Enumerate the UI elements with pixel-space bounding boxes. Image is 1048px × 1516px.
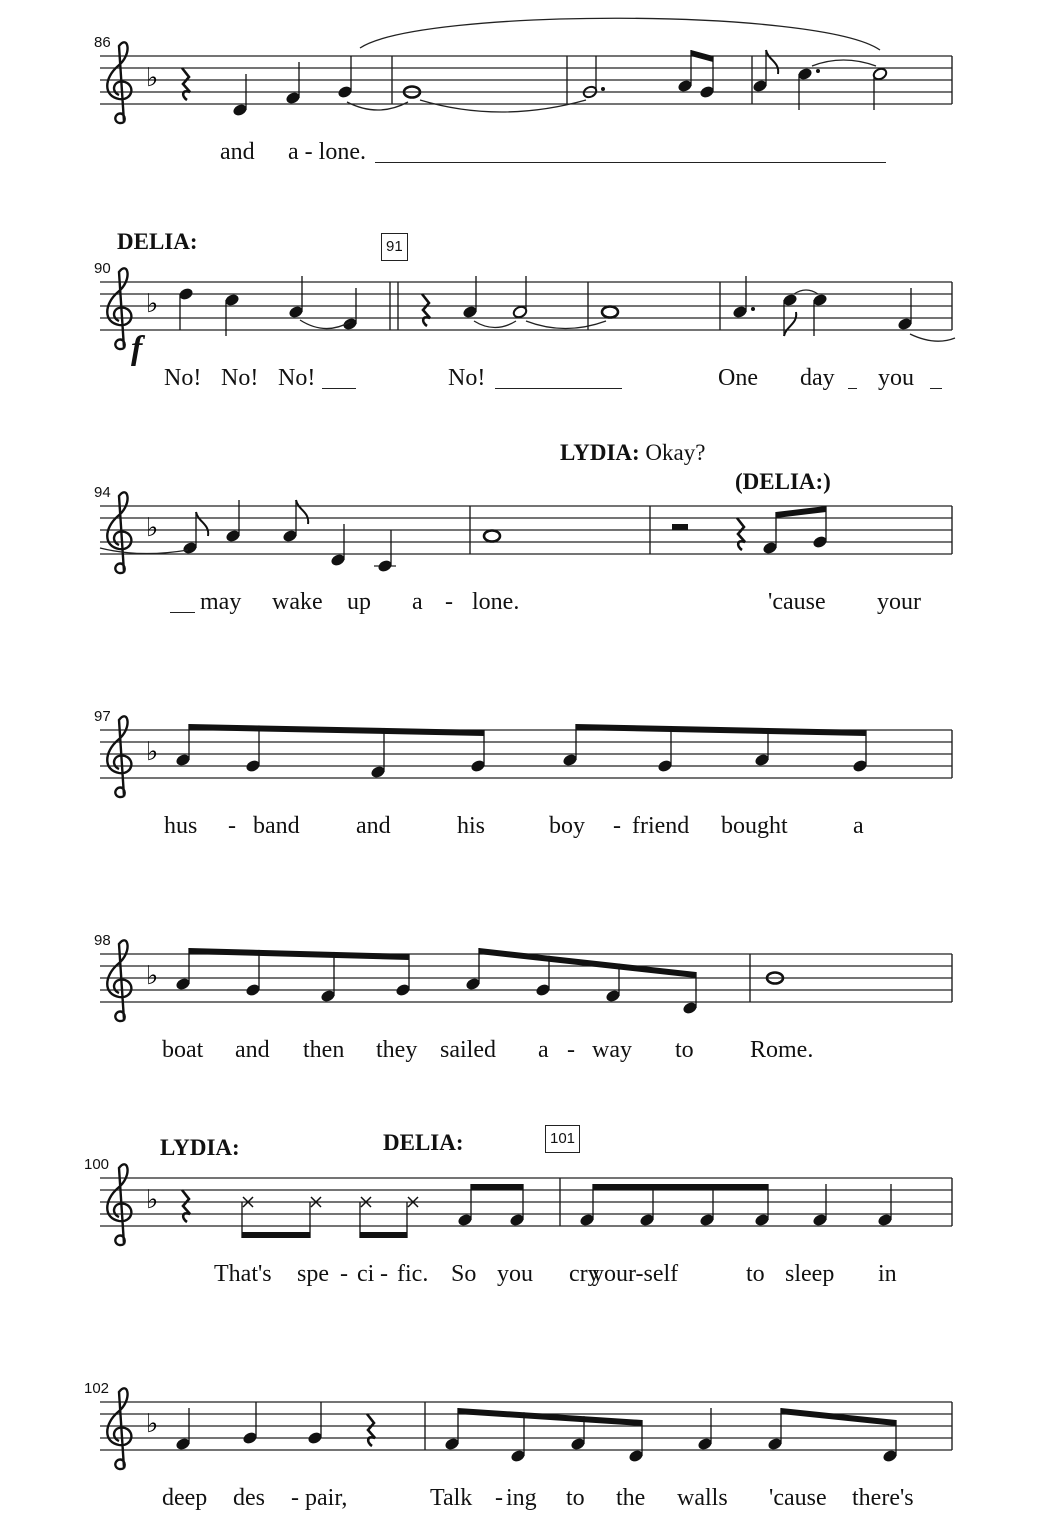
lyric-syllable: wake [272,589,323,615]
lyric-syllable: boat [162,1037,204,1063]
measure-number: 100 [84,1156,110,1173]
lyric-syllable: That's [214,1261,272,1287]
flat-key-signature-icon: ♭ [146,1409,159,1439]
lyric-syllable: may [200,589,242,615]
rehearsal-mark: 101 [545,1125,580,1153]
measure-number: 94 [94,484,111,501]
treble-clef-icon [107,492,131,573]
measure-number: 97 [94,708,111,725]
slur [360,18,880,50]
staff-system-102 [100,1388,952,1469]
staff-system-97 [100,716,952,797]
lyric-syllable: - [228,813,236,839]
lyric-syllable: No! [164,365,202,391]
treble-clef-icon [107,268,131,349]
beam [781,1408,896,1426]
flat-key-signature-icon: ♭ [146,63,159,93]
beam [691,50,713,62]
speaker-label-lydia: LYDIA: [160,1135,240,1160]
quarter-rest-icon [182,68,190,100]
lyric-syllable: then [303,1037,345,1063]
lyric-syllable: 'cause [769,1485,827,1511]
lyric-syllable: up [347,589,371,615]
lyric-syllable: cry [569,1261,600,1287]
treble-clef-icon [107,42,131,123]
lyric-syllable: a [538,1037,549,1063]
lyric-syllable: you [878,365,914,391]
lyric-extender-line [930,388,942,389]
lyric-syllable: to [746,1261,765,1287]
beam [471,1184,523,1190]
quarter-rest-icon [182,1190,190,1222]
eighth-flag-icon [196,512,208,536]
flat-key-signature-icon: ♭ [146,961,159,991]
lyric-syllable: ing [506,1485,537,1511]
half-rest-icon [672,524,688,530]
lyric-syllable: day [800,365,835,391]
lyric-extender-line [375,162,886,163]
lyric-syllable: spe [297,1261,329,1287]
slur [526,321,606,329]
speaker-label-delia: DELIA: [117,229,198,254]
lyric-extender-line [322,388,356,389]
measure-number: 102 [84,1380,110,1397]
staff-system-98 [100,940,952,1021]
lyric-syllable: deep [162,1485,208,1511]
lyric-syllable: sailed [440,1037,496,1063]
lyric-extender-line [848,388,857,389]
lyric-syllable: sleep [785,1261,835,1287]
dynamic-forte: f [131,330,143,367]
quarter-rest-icon [422,294,430,326]
lyric-syllable: bought [721,813,788,839]
beam [458,1408,642,1426]
slur [100,548,188,554]
lyric-syllable: and [220,139,255,165]
lyric-extender-line [495,388,622,389]
lyric-syllable: there's [852,1485,914,1511]
lyric-syllable: - [445,589,453,615]
flat-key-signature-icon: ♭ [146,737,159,767]
flat-key-signature-icon: ♭ [146,289,159,319]
beam [576,724,866,736]
lyric-syllable: des [233,1485,265,1511]
treble-clef-icon [107,1388,131,1469]
lyric-syllable: pair, [305,1485,348,1511]
lyric-syllable: walls [677,1485,728,1511]
lyric-syllable: band [253,813,300,839]
lyric-syllable: a [412,589,423,615]
slur [474,321,516,328]
eighth-flag-icon [766,50,778,74]
spoken-line: Okay? [645,440,706,465]
speaker-label-delia: DELIA: [383,1130,464,1155]
eighth-flag-icon [296,500,308,524]
speaker-label-delia-paren: (DELIA:) [735,469,831,494]
lyric-syllable: fic. [397,1261,429,1287]
beam [189,948,409,960]
treble-clef-icon [107,1164,131,1245]
lyric-syllable: to [675,1037,694,1063]
quarter-rest-icon [737,518,745,550]
quarter-rest-icon [367,1414,375,1446]
slur [347,102,408,110]
slur [300,320,350,329]
lyric-syllable: Talk [430,1485,473,1511]
lyric-syllable: One [718,365,758,391]
lyric-syllable: Rome. [750,1037,814,1063]
lyric-syllable: a [853,813,864,839]
eighth-flag-icon [784,312,796,336]
staff-system-94 [100,492,952,573]
beam [593,1184,768,1190]
lyric-syllable: a - lone. [288,139,366,165]
lyric-syllable: - [613,813,621,839]
lyric-syllable: No! [278,365,316,391]
lyric-syllable: to [566,1485,585,1511]
staff-system-86 [100,18,952,123]
slur [420,100,586,112]
augmentation-dot [751,307,755,311]
flat-key-signature-icon: ♭ [146,1185,159,1215]
augmentation-dot [601,87,605,91]
lyric-syllable: - [495,1485,503,1511]
lyric-extender-line [170,612,195,613]
treble-clef-icon [107,716,131,797]
beam [479,948,696,978]
lyric-syllable: his [457,813,486,839]
slur [910,334,955,341]
lyric-syllable: your-self [592,1261,679,1287]
flat-key-signature-icon: ♭ [146,513,159,543]
lyric-syllable: - [380,1261,388,1287]
lyric-syllable: lone. [472,589,520,615]
lyric-syllable: and [235,1037,270,1063]
lyric-syllable: So [451,1261,477,1287]
rehearsal-mark: 91 [381,233,408,261]
lyric-syllable: boy [549,813,585,839]
lyric-syllable: hus [164,813,198,839]
measure-number: 98 [94,932,111,949]
augmentation-dot [816,69,820,73]
lyric-syllable: in [878,1261,897,1287]
lyric-syllable: way [592,1037,632,1063]
lyric-syllable: and [356,813,391,839]
lyric-syllable: friend [632,813,690,839]
lyric-syllable: No! [448,365,486,391]
measure-number: 90 [94,260,111,277]
speaker-lydia-line [560,440,705,466]
beam [242,1232,310,1238]
whole-note [484,531,500,542]
lyric-syllable: No! [221,365,259,391]
lyric-syllable: ci [357,1261,375,1287]
lyric-syllable: - [291,1485,299,1511]
lyric-syllable: they [376,1037,418,1063]
lyric-syllable: your [877,589,921,615]
staff-system-90 [100,268,955,349]
lyric-syllable: 'cause [768,589,826,615]
lyric-syllable: the [616,1485,646,1511]
lyric-syllable: - [340,1261,348,1287]
measure-number: 86 [94,34,111,51]
treble-clef-icon [107,940,131,1021]
staff-system-100 [100,1164,952,1245]
beam [776,506,826,518]
lyric-syllable: you [497,1261,533,1287]
slur [812,60,876,66]
speaker-label-lydia: LYDIA: [560,440,640,465]
whole-note [602,307,618,318]
lyric-syllable: - [567,1037,575,1063]
beam [189,724,484,736]
beam [360,1232,407,1238]
